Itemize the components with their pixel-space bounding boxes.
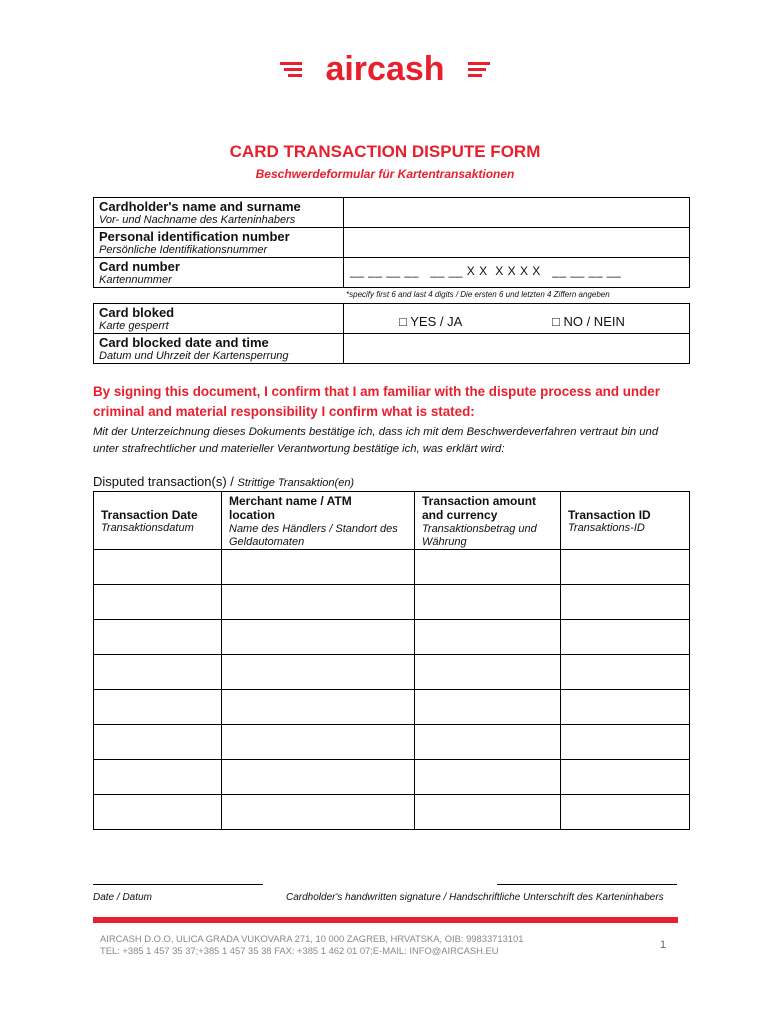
- page-number: 1: [660, 939, 667, 951]
- table-cell[interactable]: [414, 584, 561, 620]
- th-date: [93, 491, 222, 550]
- cardholder-signature-line: [497, 884, 677, 885]
- pin-label-cell: [93, 227, 344, 258]
- blocked-date-label-cell: [93, 333, 344, 364]
- footer-contact: TEL: +385 1 457 35 37;+385 1 457 35 38 FAX: +385 1 462 01 07;E-MAIL: INFO@AIRCASH.EU: [100, 945, 499, 956]
- table-cell[interactable]: [93, 689, 222, 725]
- disputed-heading-de: Strittige Transaktion(en): [237, 477, 355, 489]
- declaration-de: Mit der Unterzeichnung dieses Dokuments bestätige ich, dass ich mit dem Beschwerdeverfahren vertraut bin und unter strafrechtlicher und materieller Verantwortung bestätige ich, was erklärt wird:: [93, 426, 659, 455]
- table-cell[interactable]: [414, 794, 561, 830]
- table-cell[interactable]: [93, 724, 222, 760]
- declaration-en: By signing this document, I confirm that I am familiar with the dispute process and under criminal and material responsibility I confirm what is stated:: [93, 384, 660, 419]
- yes-checkbox[interactable]: □ YES / JA: [399, 314, 463, 329]
- th-merchant: [221, 491, 415, 550]
- card-number-mask: __ __ __ __ __ __ X X X X X X __ __ __ __: [350, 264, 622, 278]
- blocked-label-cell: [93, 303, 344, 334]
- table-cell[interactable]: [560, 619, 690, 655]
- name-label-cell: [93, 197, 344, 228]
- date-signature-line: [93, 884, 263, 885]
- table-cell[interactable]: [93, 759, 222, 795]
- table-cell[interactable]: [414, 689, 561, 725]
- table-cell[interactable]: [560, 584, 690, 620]
- pin-input-cell[interactable]: [343, 227, 690, 258]
- th-id-en: Transaction ID: [568, 508, 651, 522]
- signature-label: Cardholder's handwritten signature / Handschriftliche Unterschrift des Karteninhabers: [286, 892, 664, 903]
- th-date-de: Transaktionsdatum: [101, 522, 194, 534]
- card-label-en: Card number: [99, 259, 180, 274]
- th-amount-de: Transaktionsbetrag und Währung: [422, 523, 537, 548]
- table-cell[interactable]: [560, 794, 690, 830]
- table-cell[interactable]: [221, 654, 415, 690]
- card-input-cell[interactable]: [343, 257, 690, 288]
- table-cell[interactable]: [560, 759, 690, 795]
- pin-label-en: Personal identification number: [99, 229, 290, 244]
- table-cell[interactable]: [414, 549, 561, 585]
- table-cell[interactable]: [560, 654, 690, 690]
- form-title: CARD TRANSACTION DISPUTE FORM: [229, 142, 541, 161]
- logo-text: aircash: [325, 50, 445, 86]
- table-cell[interactable]: [414, 759, 561, 795]
- form-subtitle: Beschwerdeformular für Kartentransaktionen: [255, 167, 515, 181]
- th-amount-en: Transaction amount and currency: [422, 494, 537, 522]
- table-cell[interactable]: [221, 584, 415, 620]
- table-cell[interactable]: [221, 724, 415, 760]
- table-cell[interactable]: [414, 724, 561, 760]
- footer-divider: [93, 917, 678, 923]
- date-label: Date / Datum: [93, 892, 152, 903]
- name-label-de: Vor- und Nachname des Karteninhabers: [99, 214, 296, 226]
- table-cell[interactable]: [93, 584, 222, 620]
- card-mask-note: *specify first 6 and last 4 digits / Die ersten 6 und letzten 4 Ziffern angeben: [346, 290, 610, 299]
- table-cell[interactable]: [93, 794, 222, 830]
- th-id: [560, 491, 690, 550]
- th-date-en: Transaction Date: [101, 508, 198, 522]
- table-cell[interactable]: [221, 619, 415, 655]
- blocked-date-label-en: Card blocked date and time: [99, 335, 269, 350]
- table-cell[interactable]: [560, 689, 690, 725]
- name-input-cell[interactable]: [343, 197, 690, 228]
- table-cell[interactable]: [560, 549, 690, 585]
- pin-label-de: Persönliche Identifikationsnummer: [99, 244, 268, 256]
- disputed-heading-en: Disputed transaction(s) /: [93, 474, 234, 489]
- table-cell[interactable]: [221, 549, 415, 585]
- th-merchant-de: Name des Händlers / Standort des Geldautomaten: [229, 523, 398, 548]
- no-checkbox[interactable]: □ NO / NEIN: [552, 314, 625, 329]
- table-cell[interactable]: [93, 654, 222, 690]
- footer-address: AIRCASH D.O.O, ULICA GRADA VUKOVARA 271, 10 000 ZAGREB, HRVATSKA, OIB: 99833713101: [100, 933, 524, 944]
- table-cell[interactable]: [414, 654, 561, 690]
- th-id-de: Transaktions-ID: [568, 522, 645, 534]
- card-label-de: Kartennummer: [99, 274, 172, 286]
- disputed-heading: [93, 474, 354, 489]
- table-cell[interactable]: [221, 689, 415, 725]
- card-label-cell: [93, 257, 344, 288]
- table-cell[interactable]: [221, 759, 415, 795]
- aircash-logo: [280, 50, 490, 86]
- table-cell[interactable]: [221, 794, 415, 830]
- blocked-date-input-cell[interactable]: [343, 333, 690, 364]
- th-merchant-en: Merchant name / ATM location: [229, 494, 352, 522]
- blocked-options-cell: [343, 303, 690, 334]
- table-cell[interactable]: [560, 724, 690, 760]
- name-label-en: Cardholder's name and surname: [99, 199, 301, 214]
- table-cell[interactable]: [414, 619, 561, 655]
- table-cell[interactable]: [93, 619, 222, 655]
- blocked-label-en: Card bloked: [99, 305, 175, 320]
- blocked-date-label-de: Datum und Uhrzeit der Kartensperrung: [99, 350, 289, 362]
- blocked-label-de: Karte gesperrt: [99, 320, 169, 332]
- table-cell[interactable]: [93, 549, 222, 585]
- th-amount: [414, 491, 561, 550]
